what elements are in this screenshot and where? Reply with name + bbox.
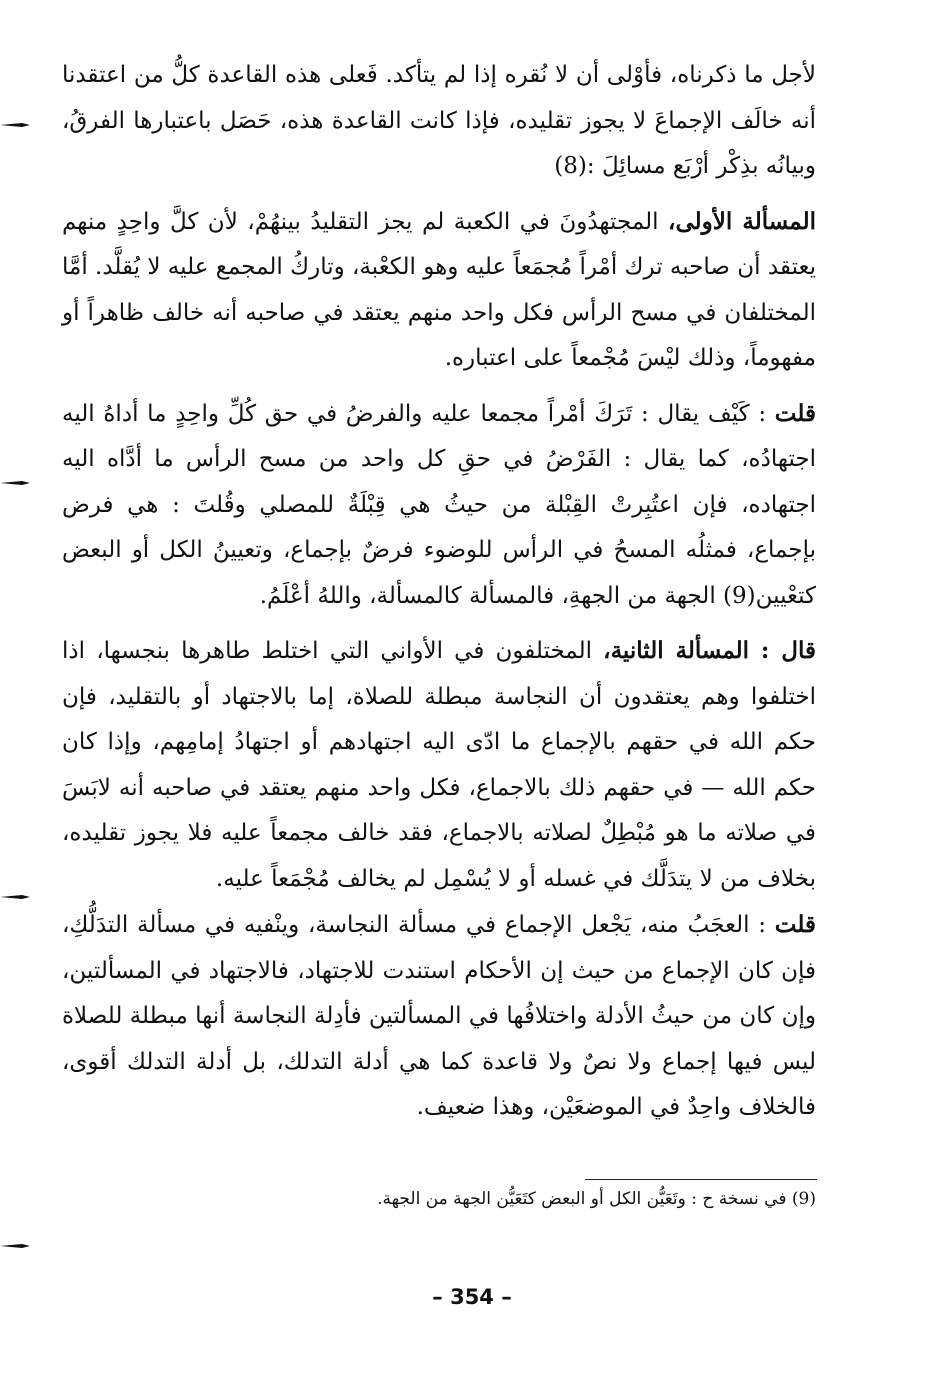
paragraph-text: : كَيْف يقال : تَرَكَ أمْراً مجمعا عليه والفرضُ في حق كُلِّ واحِدٍ ما أداهُ اليه اجتهادُه، كما يقال : الفَرْضُ في حقِ كل واحد من مسح الرأس ما أدَّاه اليه اجتهاده، فإن اعتُبِرتْ القِبْلة من حيثُ هي قِبْلَةٌ للمصلي وقُلتَ : هي فرض بإجماع، فمثلُه المسحُ في الرأس للوضوء فرضٌ بإجماع، وتعيينُ الكل أو البعض كتعْيين(9) الجهة من الجهةِ، فالمسألة كالمسألة، واللهُ أعْلَمُ. [62, 400, 816, 609]
paragraph-lead: المسألة الأولى، [668, 207, 816, 235]
paragraph-intro [62, 52, 816, 190]
paragraph-text: المختلفون في الأواني التي اختلط طاهرها بنجسها، اذا اختلفوا وهم يعتقدون أن النجاسة مبطلة للصلاة، إما بالاجتهاد أو بالتقليد، فإن حكم الله في حقهم بالإجماع ما ادّى اليه اجتهادهم أو اجتهادُ إمامِهم، وإذا كان حكم الله — في حقهم ذلك بالاجماع، فكل واحد منهم يعتقد في صاحبه أنه لابَسَ في صلاته ما هو مُبْطِلٌ لصلاته بالاجماع، فقد خالف مجمعاً عليه فلا يجوز تقليده، بخلاف من لا يتدَلَّك في غسله أو لا يُسْمِل لم يخالف مُجْمَعاً عليه. [62, 638, 816, 892]
paragraph-first-response [62, 391, 816, 620]
paragraph-lead: قلت [774, 911, 816, 938]
footnote-number: (9) [791, 1189, 816, 1209]
paragraph-text: لأجل ما ذكرناه، فأوْلى أن لا نُقره إذا لم يتأكد. فَعلى هذه القاعدة كلُّ من اعتقدنا أنه خالَف الإجماعَ لا يجوز تقليده، فإذا كانت القاعدة هذه، حَصَل باعتبارها الفرقُ، وبيانُه بذِكْر أرْبَع مسائِلَ :(8) [62, 62, 816, 179]
margin-mark-icon [0, 120, 30, 130]
margin-mark-icon [0, 1241, 30, 1251]
footnote-divider [585, 1179, 817, 1180]
page-body [62, 52, 816, 1131]
paragraph-text: المجتهدُونَ في الكعبة لم يجز التقليدُ بينهُمْ، لأن كلَّ واحِدٍ منهم يعتقد أن صاحبه ترك أمْراً مُجمَعاً عليه وهو الكعْبة، وتاركُ المجمع عليه لا يُقلَّد. أمَّا المختلفان في مسح الرأس فكل واحد منهم يعتقد في صاحبه أنه خالف ظاهراً أو مفهوماً، وذلك ليْسَ مُجْمعاً على اعتباره. [62, 208, 816, 371]
margin-mark-icon [0, 478, 30, 488]
paragraph-second-response [62, 902, 816, 1131]
paragraph-first-question [62, 199, 816, 382]
footnote [200, 1186, 816, 1212]
page-number: – 354 – [432, 1285, 512, 1309]
paragraph-lead: قال : المسألة الثانية، [603, 637, 816, 664]
paragraph-text: : العجَبُ منه، يَجْعل الإجماع في مسألة النجاسة، وينْفيه في مسألة التدَلُّكِ، فإن كان الإجماع من حيث إن الأحكام استندت للاجتهاد، فالاجتهاد في المسألتين، وإن كان من حيثُ الأدلة واختلافُها في المسألتين فأدِلة النجاسة أنها مبطلة للصلاة ليس فيها إجماع ولا نصٌ ولا قاعدة كما هي أدلة التدلك، بل أدلة التدلك أقوى، فالخلاف واحِدٌ في الموضعَيْن، وهذا ضعيف. [62, 912, 816, 1120]
paragraph-lead: قلت [774, 399, 816, 427]
margin-mark-icon [0, 892, 30, 902]
paragraph-second-question [62, 628, 816, 902]
footnote-text: في نسخة ح : وتَعَيُّن الكل أو البعض كتَعَيُّن الجهة من الجهة. [377, 1189, 787, 1209]
